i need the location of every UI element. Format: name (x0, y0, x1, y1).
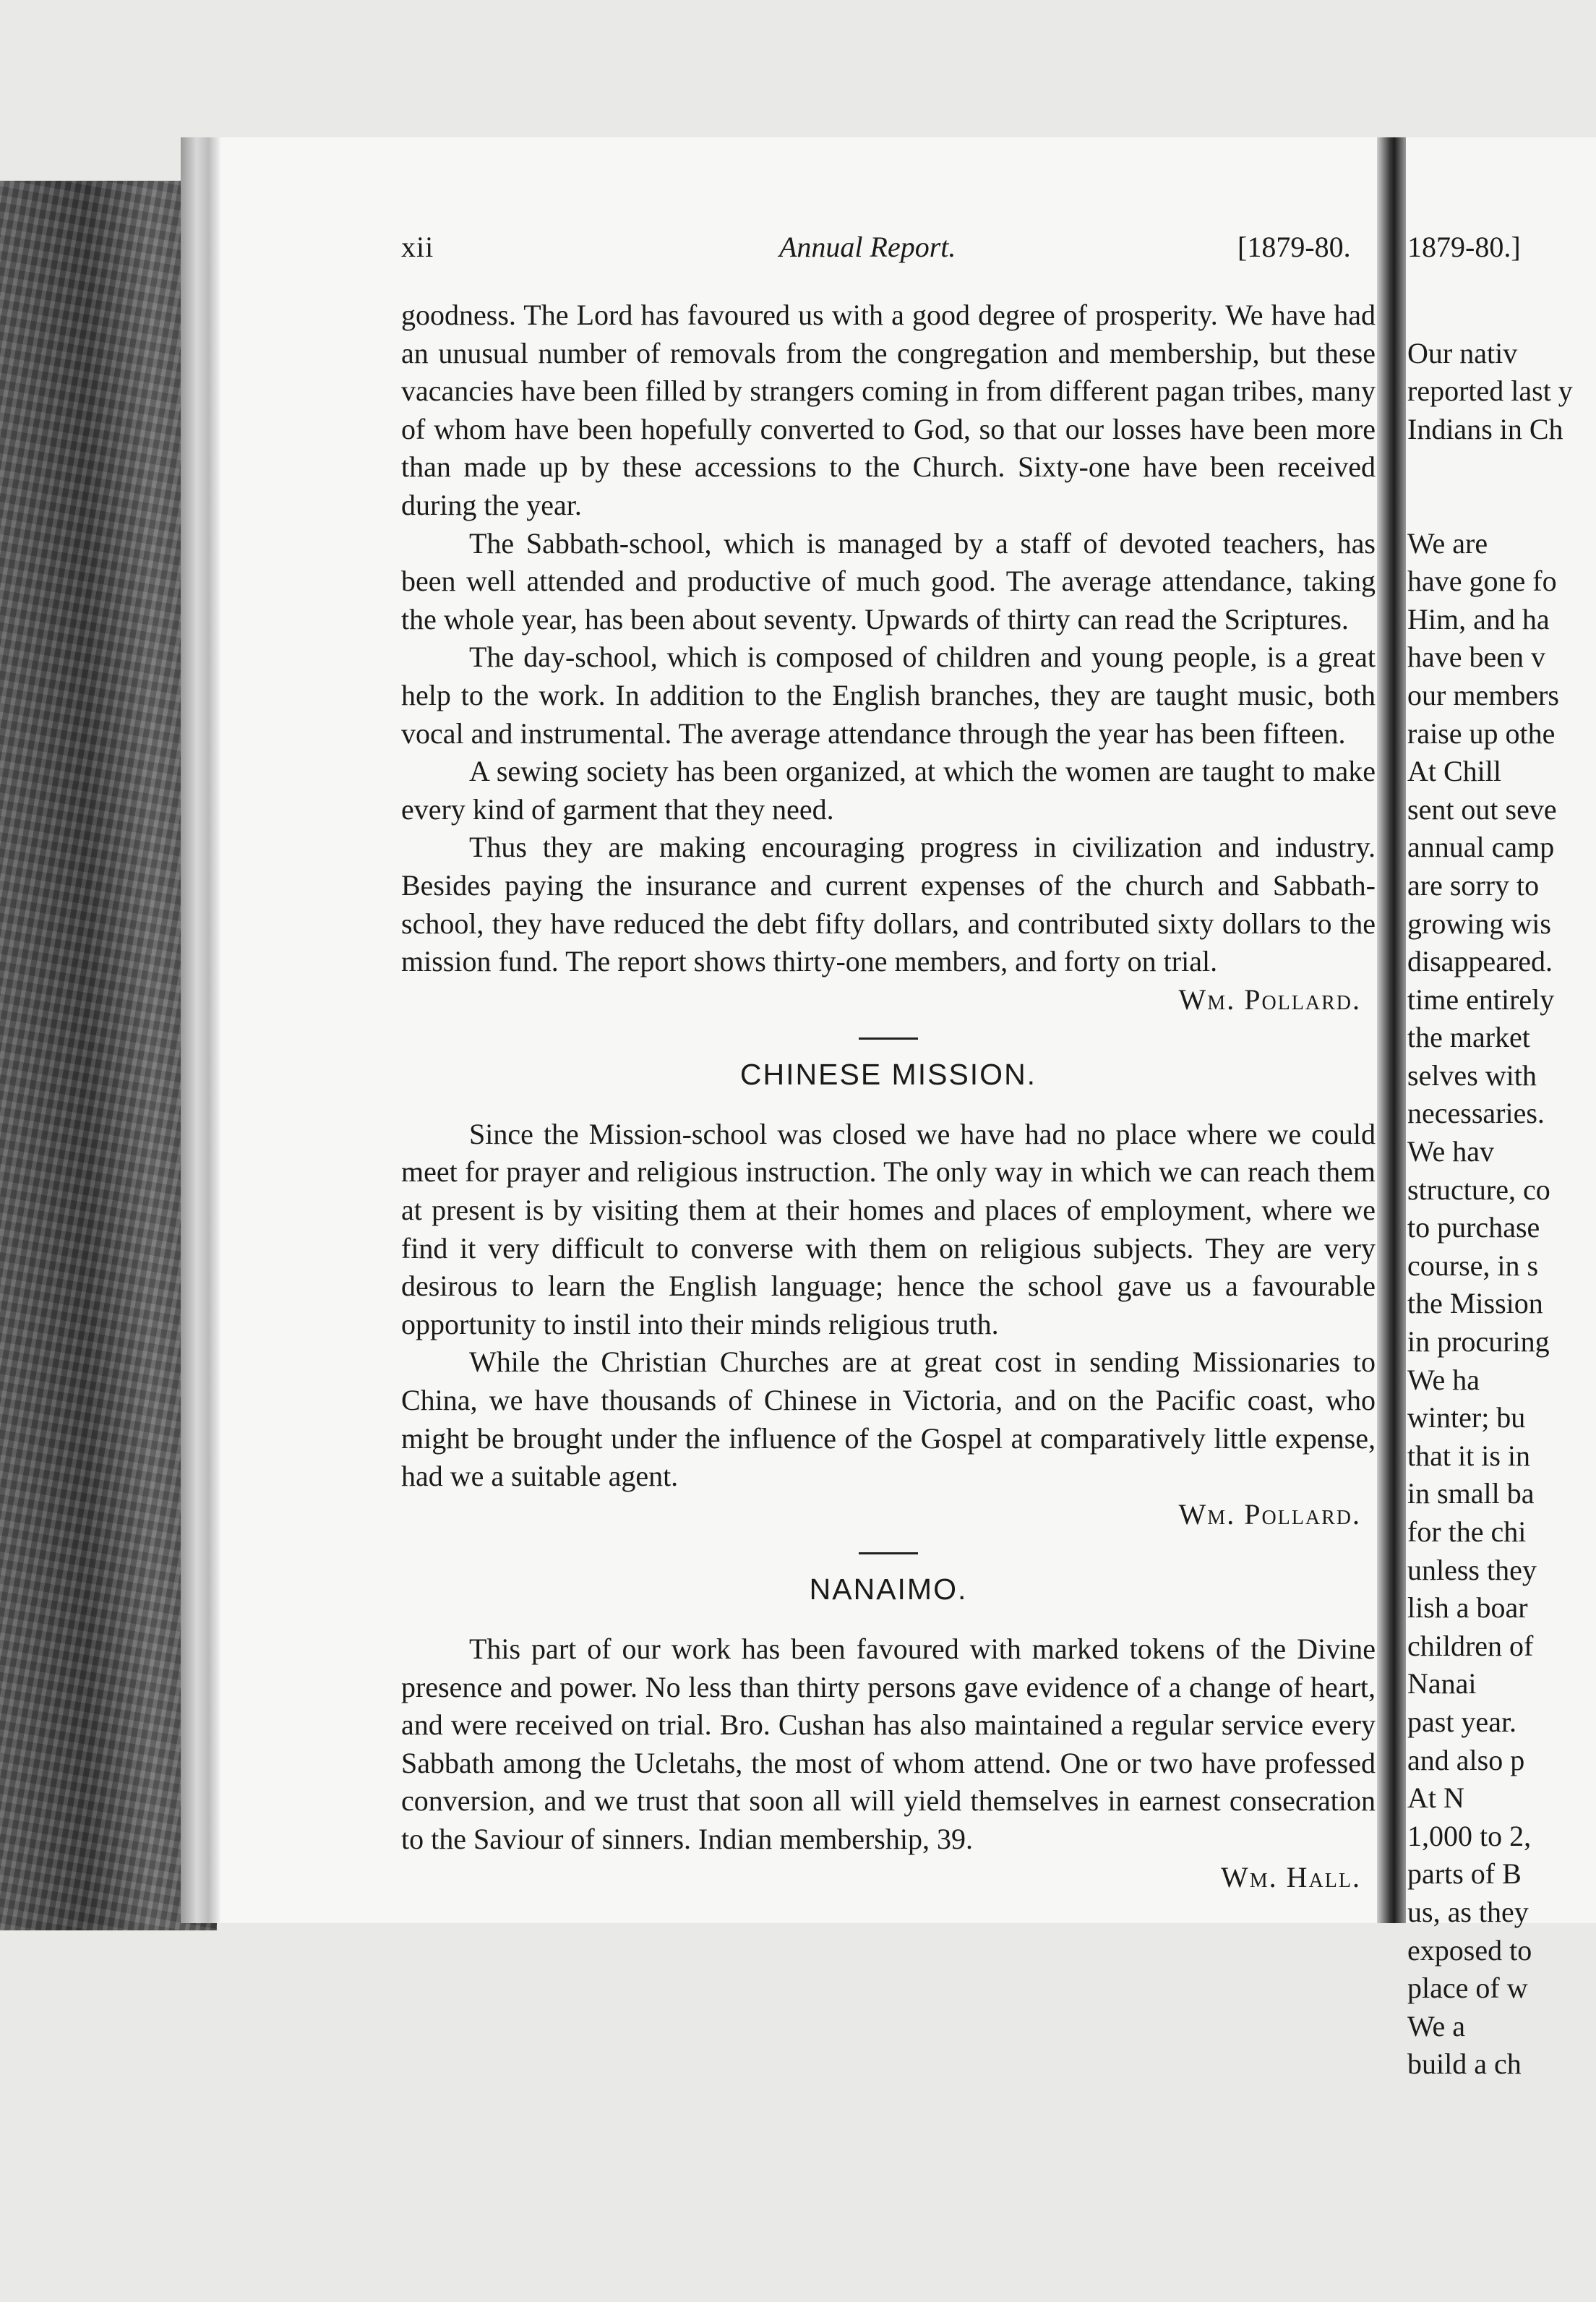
right-page-line: At Chill (1407, 755, 1502, 788)
right-page-line: 1,000 to 2, (1407, 1819, 1532, 1852)
right-page-line: Our nativ (1407, 336, 1518, 369)
right-page-line: lish a boar (1407, 1591, 1528, 1625)
right-page-text-fragment (1407, 296, 1596, 2084)
right-page-line: that it is in (1407, 1439, 1530, 1472)
right-page-line: sent out seve (1407, 792, 1557, 826)
paragraph (401, 829, 1376, 1016)
right-page-line: raise up othe (1407, 716, 1556, 750)
header-years: [1879-80. (1237, 231, 1351, 263)
right-page-line: place of w (1407, 1972, 1528, 2005)
right-page-line: to purchase (1407, 1211, 1540, 1244)
paragraph: A sewing society has been organized, at which the women are taught to make every kind of garment that they need. (401, 755, 1376, 826)
right-page-line: are sorry to (1407, 868, 1540, 902)
right-page-line: parts of B (1407, 1857, 1522, 1891)
right-page-line: reported last y (1407, 375, 1573, 408)
paragraph: goodness. The Lord has favoured us with a good degree of prosperity. We have had an unusual number of removals from the congregation and membership, but these vacancies have been filled by strangers coming in from different pagan tribes, many of whom have been hopefully converted to God, so that our losses have been more than made up by these accessions to the Church. Sixty-one have been received during the year. (401, 299, 1376, 521)
right-page-line: exposed to (1407, 1933, 1532, 1967)
right-page-line: winter; bu (1407, 1401, 1526, 1434)
right-page-header-years: 1879-80.] (1407, 231, 1521, 263)
right-page-line: Him, and ha (1407, 602, 1550, 636)
signature: Wm. Pollard. (1178, 983, 1361, 1016)
right-page-line: structure, co (1407, 1173, 1550, 1206)
right-page-line: At N (1407, 1781, 1464, 1815)
right-page-line: disappeared. (1407, 945, 1553, 978)
right-page-line (1407, 296, 1596, 335)
right-page-line: unless they (1407, 1553, 1537, 1586)
paragraph-text: Thus they are making encouraging progress in civilization and industry. Besides paying the insurance and current expenses of the church and Sabbath-school, they have reduced the debt fifty dollars, and contributed sixty dollars to the mission fund. The report shows thirty-one members, and forty on trial. (401, 831, 1376, 978)
right-page-line: We a (1407, 2009, 1466, 2042)
book-gutter (1377, 137, 1406, 1923)
right-page-line: in small ba (1407, 1477, 1535, 1510)
right-page-line: necessaries. (1407, 1097, 1545, 1130)
page-number: xii (401, 231, 434, 263)
right-page-line: growing wis (1407, 907, 1551, 940)
right-page-line: for the chi (1407, 1515, 1527, 1548)
right-page-line: the Mission (1407, 1287, 1543, 1320)
section-divider (859, 1037, 918, 1040)
signature: Wm. Hall. (1221, 1860, 1361, 1894)
right-page-line: Indians in Ch (1407, 412, 1563, 445)
right-page-line: have gone fo (1407, 565, 1557, 598)
paragraph: While the Christian Churches are at great cost in sending Missionaries to China, we have thousands of Chinese in Victoria, and on the Pacific coast, who might be brought under the influence of the Gospel at comparatively little expense, had we a suitable agent. (401, 1345, 1376, 1493)
right-page-line: and also p (1407, 1743, 1525, 1776)
right-page-line: have been v (1407, 641, 1546, 674)
right-page-line: course, in s (1407, 1249, 1539, 1282)
right-page-line (1407, 487, 1596, 525)
section-divider (859, 1552, 918, 1554)
right-page-line: our members (1407, 678, 1559, 711)
paragraph: The Sabbath-school, which is managed by a staff of devoted teachers, has been well attended and productive of much good. The average attendance, taking the whole year, has been about seventy. Upwards of thirty can read the Scriptures. (401, 526, 1376, 636)
right-page-line (1407, 448, 1596, 487)
right-page-line: the market (1407, 1021, 1530, 1054)
signature: Wm. Pollard. (1178, 1497, 1361, 1531)
right-page-line: children of (1407, 1629, 1534, 1662)
paragraph: Since the Mission-school was closed we have had no place where we could meet for prayer and religious instruction. The only way in which we can reach them at present is by visiting them at their homes and places of employment, where we find it very difficult to converse with them on religious subjects. They are very desirous to learn the English language; hence the school gave us a favourable opportunity to instil into their minds religious truth. (401, 1117, 1376, 1340)
main-text-column (401, 296, 1376, 1896)
right-page-line: We hav (1407, 1135, 1495, 1168)
right-page-line: selves with (1407, 1058, 1537, 1092)
section-heading: CHINESE MISSION. (739, 1058, 1037, 1092)
right-page-line: Nanai (1407, 1667, 1477, 1700)
right-page-line: time entirely (1407, 983, 1555, 1016)
paragraph: The day-school, which is composed of children and young people, is a great help to the work. In addition to the English branches, they are taught music, both vocal and instrumental. The average attendance through the year has been fifteen. (401, 641, 1376, 750)
right-page-line: We ha (1407, 1363, 1480, 1396)
right-page-line: build a ch (1407, 2048, 1522, 2081)
right-page-line: past year. (1407, 1705, 1517, 1738)
section-heading: NANAIMO. (809, 1573, 968, 1606)
right-page-line: us, as they (1407, 1895, 1529, 1928)
running-title: Annual Report. (779, 231, 956, 263)
right-page-line: in procuring (1407, 1325, 1550, 1358)
paragraph: This part of our work has been favoured with marked tokens of the Divine presence and power. No less than thirty persons gave evidence of a change of heart, and were received on trial. Bro. Cushan has also maintained a regular service every Sabbath among the Ucletahs, the most of whom attend. One or two have professed conversion, and we trust that soon all will yield themselves in earnest consecration to the Saviour of sinners. Indian membership, 39. (401, 1633, 1376, 1855)
right-page-line: annual camp (1407, 831, 1555, 864)
page-stack-edge (181, 137, 220, 1923)
right-page-line: We are (1407, 526, 1488, 560)
